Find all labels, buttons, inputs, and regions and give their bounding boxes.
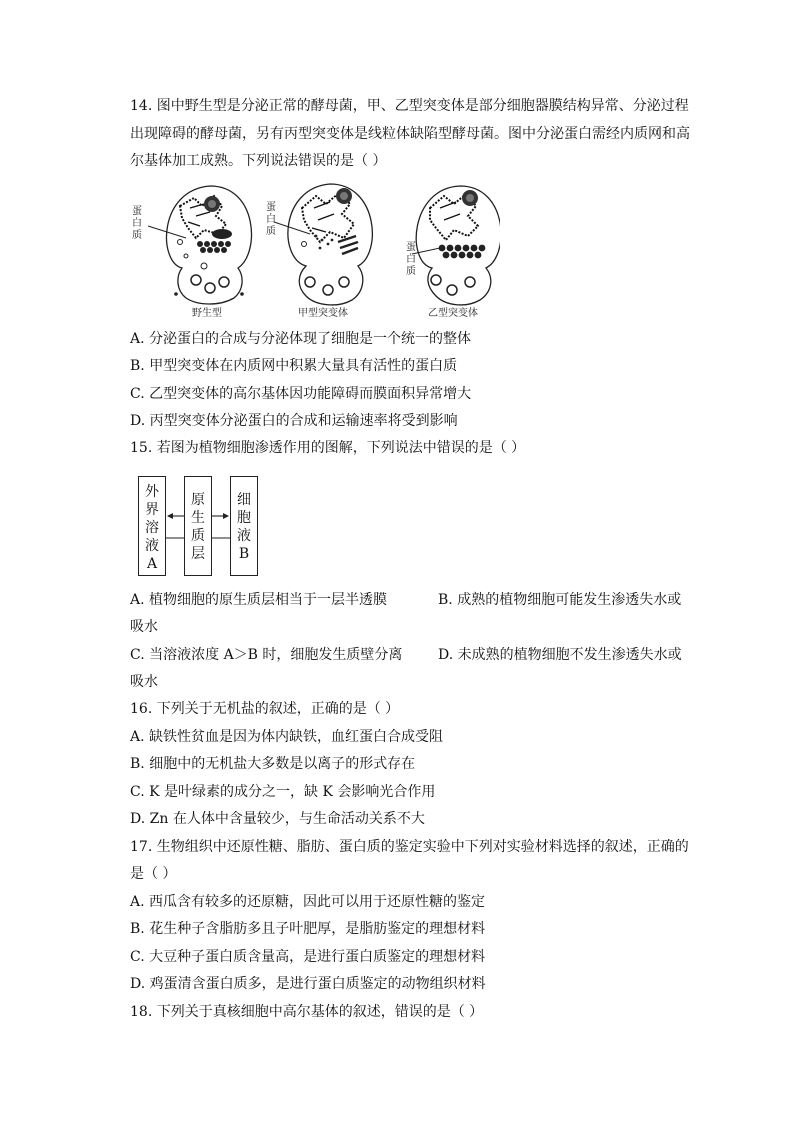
- q16-option-d[interactable]: D. Zn 在人体中含量较少，与生命活动关系不大: [130, 811, 425, 827]
- protein-label-char-2: 白: [132, 218, 142, 229]
- q14-stem-line-1: 14. 图中野生型是分泌正常的酵母菌，甲、乙型突变体是部分细胞器膜结构异常、分泌过程: [130, 98, 689, 114]
- q16-option-a[interactable]: A. 缺铁性贫血是因为体内缺铁，血红蛋白合成受阻: [130, 729, 444, 745]
- external-solution-box: 外 界 溶 液 A: [138, 476, 166, 576]
- left-arrow-upper: [167, 513, 184, 519]
- osmosis-diagram: [130, 472, 270, 578]
- protein-label-char-1: 蛋: [132, 206, 142, 217]
- q17-option-a[interactable]: A. 西瓜含有较多的还原糖，因此可以用于还原性糖的鉴定: [130, 894, 486, 910]
- q18-stem: 18. 下列关于真核细胞中高尔基体的叙述，错误的是（ ）: [130, 1004, 484, 1020]
- right-arrow-upper: [212, 513, 229, 519]
- q16-option-b[interactable]: B. 细胞中的无机盐大多数是以离子的形式存在: [130, 756, 416, 772]
- protein-label-char-3: 质: [266, 226, 276, 237]
- q14-option-c[interactable]: C. 乙型突变体的高尔基体因功能障碍而膜面积异常增大: [130, 386, 472, 402]
- yeast-cells-figure: [130, 182, 500, 322]
- protein-label-char-3: 质: [132, 230, 142, 241]
- type-a-mutant-cell: [266, 184, 372, 319]
- cell-sap-box: 细 胞 液 B: [230, 476, 258, 576]
- q16-option-c[interactable]: C. K 是叶绿素的成分之一，缺 K 会影响光合作用: [130, 784, 436, 800]
- q16-stem: 16. 下列关于无机盐的叙述，正确的是（ ）: [130, 701, 400, 717]
- q14-stem-line-3: 尔基体加工成熟。下列说法错误的是（ ）: [130, 153, 387, 169]
- wild-type-cell: [132, 186, 251, 319]
- q15-option-d-wrap: 吸水: [130, 674, 158, 690]
- protein-label-char-2: 白: [266, 214, 276, 225]
- protein-label-char-1: 蛋: [406, 242, 416, 253]
- q15-option-b-wrap: 吸水: [130, 619, 158, 635]
- q14-option-d[interactable]: D. 丙型突变体分泌蛋白的合成和运输速率将受到影响: [130, 413, 458, 429]
- q14-stem-line-2: 出现障碍的酵母菌，另有丙型突变体是线粒体缺陷型酵母菌。图中分泌蛋白需经内质网和高: [130, 126, 690, 142]
- q17-option-d[interactable]: D. 鸡蛋清含蛋白质多，是进行蛋白质鉴定的动物组织材料: [130, 976, 486, 992]
- osmosis-arrows: [130, 472, 270, 578]
- type-b-mutant-label: 乙型突变体: [428, 308, 478, 319]
- q17-stem-line-2: 是（ ）: [130, 866, 177, 882]
- protein-label-char-3: 质: [406, 266, 416, 277]
- q17-stem-line-1: 17. 生物组织中还原性糖、脂肪、蛋白质的鉴定实验中下列对实验材料选择的叙述，正确的: [130, 839, 689, 855]
- type-b-mutant-cell: [406, 186, 500, 319]
- protein-label-char-1: 蛋: [266, 202, 276, 213]
- q15-option-c[interactable]: C. 当溶液浓度 A＞B 时，细胞发生质壁分离: [130, 647, 403, 663]
- protoplast-layer-box: 原 生 质 层: [184, 476, 212, 576]
- protein-label-char-2: 白: [406, 254, 416, 265]
- type-a-mutant-label: 甲型突变体: [298, 308, 348, 319]
- q14-option-a[interactable]: A. 分泌蛋白的合成与分泌体现了细胞是一个统一的整体: [130, 331, 472, 347]
- q17-option-b[interactable]: B. 花生种子含脂肪多且子叶肥厚，是脂肪鉴定的理想材料: [130, 921, 486, 937]
- q15-option-a[interactable]: A. 植物细胞的原生质层相当于一层半透膜: [130, 592, 388, 608]
- wild-type-label: 野生型: [192, 308, 222, 319]
- q14-option-b[interactable]: B. 甲型突变体在内质网中积累大量具有活性的蛋白质: [130, 358, 458, 374]
- q15-stem: 15. 若图为植物细胞渗透作用的图解，下列说法中错误的是（ ）: [130, 440, 526, 456]
- q15-option-d[interactable]: D. 未成熟的植物细胞不发生渗透失水或: [438, 647, 682, 663]
- q15-option-b[interactable]: B. 成熟的植物细胞可能发生渗透失水或: [438, 592, 682, 608]
- q17-option-c[interactable]: C. 大豆种子蛋白质含量高，是进行蛋白质鉴定的理想材料: [130, 949, 486, 965]
- yeast-cells-illustration: [130, 182, 500, 322]
